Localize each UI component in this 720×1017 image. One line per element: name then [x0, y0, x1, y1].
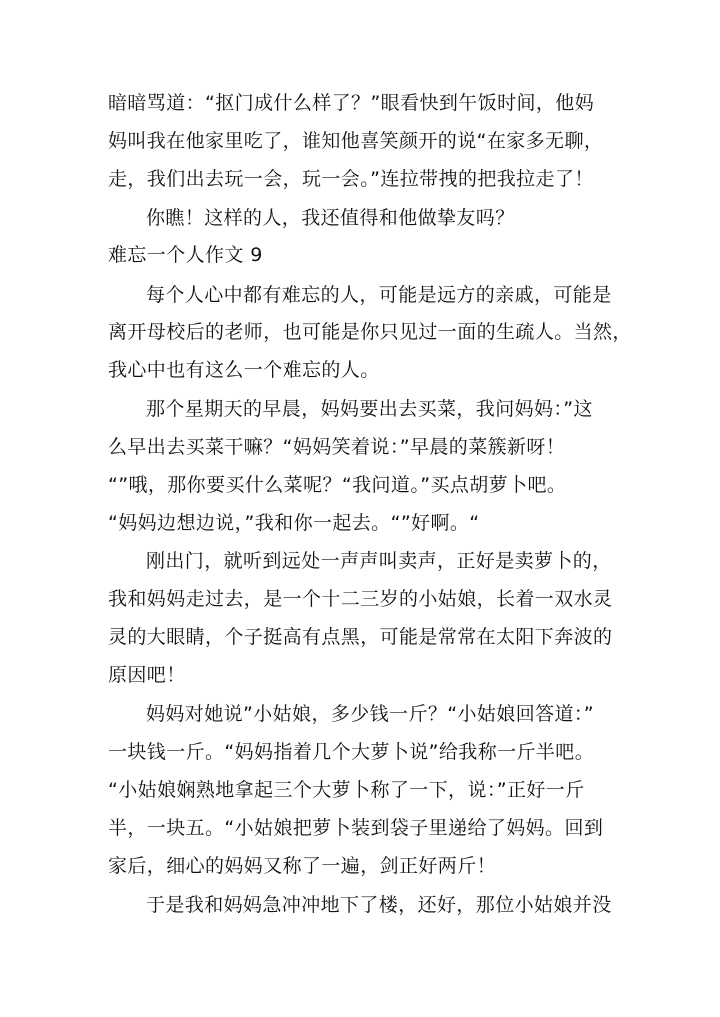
text-line: 你瞧！这样的人，我还值得和他做挚友吗？	[146, 207, 515, 229]
text-line: 妈叫我在他家里吃了，谁知他喜笑颜开的说“在家多无聊，	[108, 130, 604, 152]
text-line: 每个人心中都有难忘的人，可能是远方的亲戚，可能是	[146, 284, 612, 306]
text-line: 灵的大眼睛，个子挺高有点黑，可能是常常在太阳下奔波的	[108, 626, 613, 648]
text-line: 离开母校后的老师，也可能是你只见过一面的生疏人。当然，	[108, 321, 632, 343]
text-line: 半，一块五。“小姑娘把萝卜装到袋子里递给了妈妈。回到	[108, 817, 604, 839]
text-line: 么早出去买菜干嘛？“妈妈笑着说：”早晨的菜簇新呀！	[108, 436, 566, 458]
text-line: 家后，细心的妈妈又称了一遍，剑正好两斤！	[108, 855, 497, 877]
text-line: 我心中也有这么一个难忘的人。	[108, 359, 380, 381]
text-line: 我和妈妈走过去，是一个十二三岁的小姑娘，长着一双水灵	[108, 588, 613, 610]
text-line: “”哦，那你要买什么菜呢？“我问道。”买点胡萝卜吧。	[108, 474, 567, 496]
section-heading: 难忘一个人作文 9	[108, 244, 263, 266]
text-line: 原因吧！	[108, 664, 186, 686]
text-line: 那个星期天的早晨，妈妈要出去买菜，我问妈妈：”这	[146, 398, 593, 420]
text-line: 走，我们出去玩一会，玩一会。”连拉带拽的把我拉走了！	[108, 168, 594, 190]
text-line: “妈妈边想边说，”我和你一起去。“”好啊。“	[108, 512, 480, 534]
text-line: 妈妈对她说”小姑娘，多少钱一斤？“小姑娘回答道：”	[146, 703, 595, 725]
text-line: 一块钱一斤。“妈妈指着几个大萝卜说”给我称一斤半吧。	[108, 741, 595, 763]
text-line: 于是我和妈妈急冲冲地下了楼，还好，那位小姑娘并没	[146, 894, 612, 916]
text-line: 刚出门，就听到远处一声声叫卖声，正好是卖萝卜的，	[146, 550, 612, 572]
text-line: “小姑娘娴熟地拿起三个大萝卜称了一下，说：”正好一斤	[108, 779, 585, 801]
text-line: 暗暗骂道：“抠门成什么样了？”眼看快到午饭时间，他妈	[108, 92, 595, 114]
